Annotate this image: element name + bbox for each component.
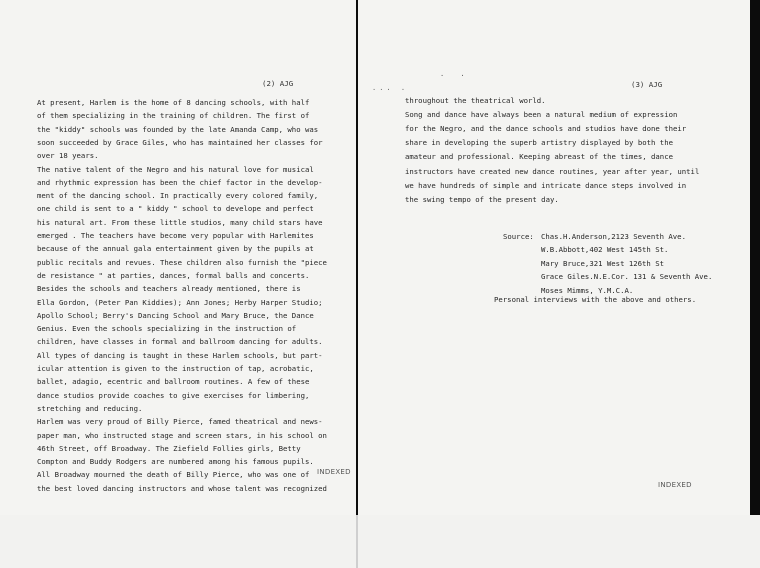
text-line: for the Negro, and the dance schools and studios have done their — [405, 124, 687, 134]
text-line: 46th Street, off Broadway. The Ziefield Follies girls, Betty — [37, 443, 301, 453]
text-line: the swing tempo of the present day. — [405, 194, 559, 204]
text-line: one child is sent to a " kiddy " school to develope and perfect — [37, 204, 314, 214]
source-entry: Chas.H.Anderson,2123 Seventh Ave. — [541, 232, 686, 241]
text-line: Song and dance have always been a natural medium of expression — [405, 110, 678, 120]
text-line: Genius. Even the schools specializing in the instruction of — [37, 324, 297, 334]
bottom-margin — [0, 515, 760, 568]
text-line: Compton and Buddy Rodgers are numbered among his famous pupils. — [37, 457, 314, 467]
closing-line: Personal interviews with the above and others. — [494, 295, 697, 304]
indexed-stamp: INDEXED — [658, 481, 692, 489]
right-page-number: (3) AJG — [631, 80, 663, 89]
text-line: icular attention is given to the instruction of tap, acrobatic, — [37, 364, 314, 373]
text-line: of them specializing in the training of children. The first of — [37, 111, 310, 121]
source-label: Source: — [503, 232, 534, 241]
text-line: Besides the schools and teachers already mentioned, there is — [37, 284, 301, 294]
text-line: At present, Harlem is the home of 8 dancing schools, with half — [37, 98, 310, 107]
text-line: Ella Gordon, (Peter Pan Kiddies); Ann Jones; Herby Harper Studio; — [37, 297, 323, 307]
right-manuscript-page — [358, 0, 750, 515]
source-entry: Moses Mimms, Y.M.C.A. — [541, 285, 634, 295]
source-entry: W.B.Abbott,402 West 145th St. — [541, 245, 669, 255]
source-entry: Grace Giles.N.E.Cor. 131 & Seventh Ave. — [541, 272, 713, 282]
text-line: instructors have created new dance routines, year after year, until — [405, 166, 700, 176]
text-line: soon succeeded by Grace Giles, who has maintained her classes for — [37, 137, 323, 147]
page-seam — [356, 515, 358, 568]
text-line: ment of the dancing school. In practically every colored family, — [37, 191, 319, 201]
text-line: ballet, adagio, ecentric and ballroom routines. A few of these — [37, 377, 310, 387]
text-line: All Broadway mourned the death of Billy Pierce, who was one of — [37, 470, 310, 480]
text-line: share in developing the superb artistry displayed by both the — [405, 138, 673, 148]
scan-specks: · · — [440, 72, 471, 80]
text-line: throughout the theatrical world. — [405, 96, 546, 105]
text-line: the best loved dancing instructors and whose talent was recognized — [37, 483, 327, 493]
text-line: we have hundreds of simple and intricate dance steps involved in — [405, 180, 687, 190]
text-line: his natural art. From these little studios, many child stars have — [37, 217, 323, 227]
text-line: dance studios provide coaches to give exercises for limbering, — [37, 390, 310, 400]
source-entry: Mary Bruce,321 West 126th St — [541, 258, 665, 268]
text-line: stretching and reducing. — [37, 403, 143, 413]
text-line: amateur and professional. Keeping abreast of the times, dance — [405, 152, 673, 162]
text-line: All types of dancing is taught in these Harlem schools, but part- — [37, 350, 323, 360]
text-line: emerged . The teachers have become very popular with Harlemites — [37, 231, 314, 240]
text-line: because of the annual gala entertainment given by the pupils at — [37, 244, 314, 254]
indexed-stamp: INDEXED — [317, 468, 351, 476]
text-line: Harlem was very proud of Billy Pierce, famed theatrical and news- — [37, 417, 323, 427]
text-line: the "kiddy" schools was founded by the late Amanda Camp, who was — [37, 124, 319, 134]
right-dark-border — [750, 0, 760, 515]
text-line: paper man, who instructed stage and screen stars, in his school on — [37, 430, 327, 440]
text-line: The native talent of the Negro and his natural love for musical — [37, 164, 314, 174]
left-page-number: (2) AJG — [262, 79, 294, 88]
text-line: Apollo School; Berry's Dancing School and Mary Bruce, the Dance — [37, 310, 314, 320]
text-line: and rhythmic expression has been the chief factor in the develop- — [37, 177, 323, 187]
text-line: over 18 years. — [37, 151, 99, 161]
text-line: de resistance " at parties, dances, formal balls and concerts. — [37, 270, 310, 280]
text-line: children, have classes in formal and ballroom dancing for adults. — [37, 337, 323, 347]
text-line: public recitals and revues. These children also furnish the "piece — [37, 257, 327, 267]
scan-specks: ··· · — [372, 86, 409, 94]
